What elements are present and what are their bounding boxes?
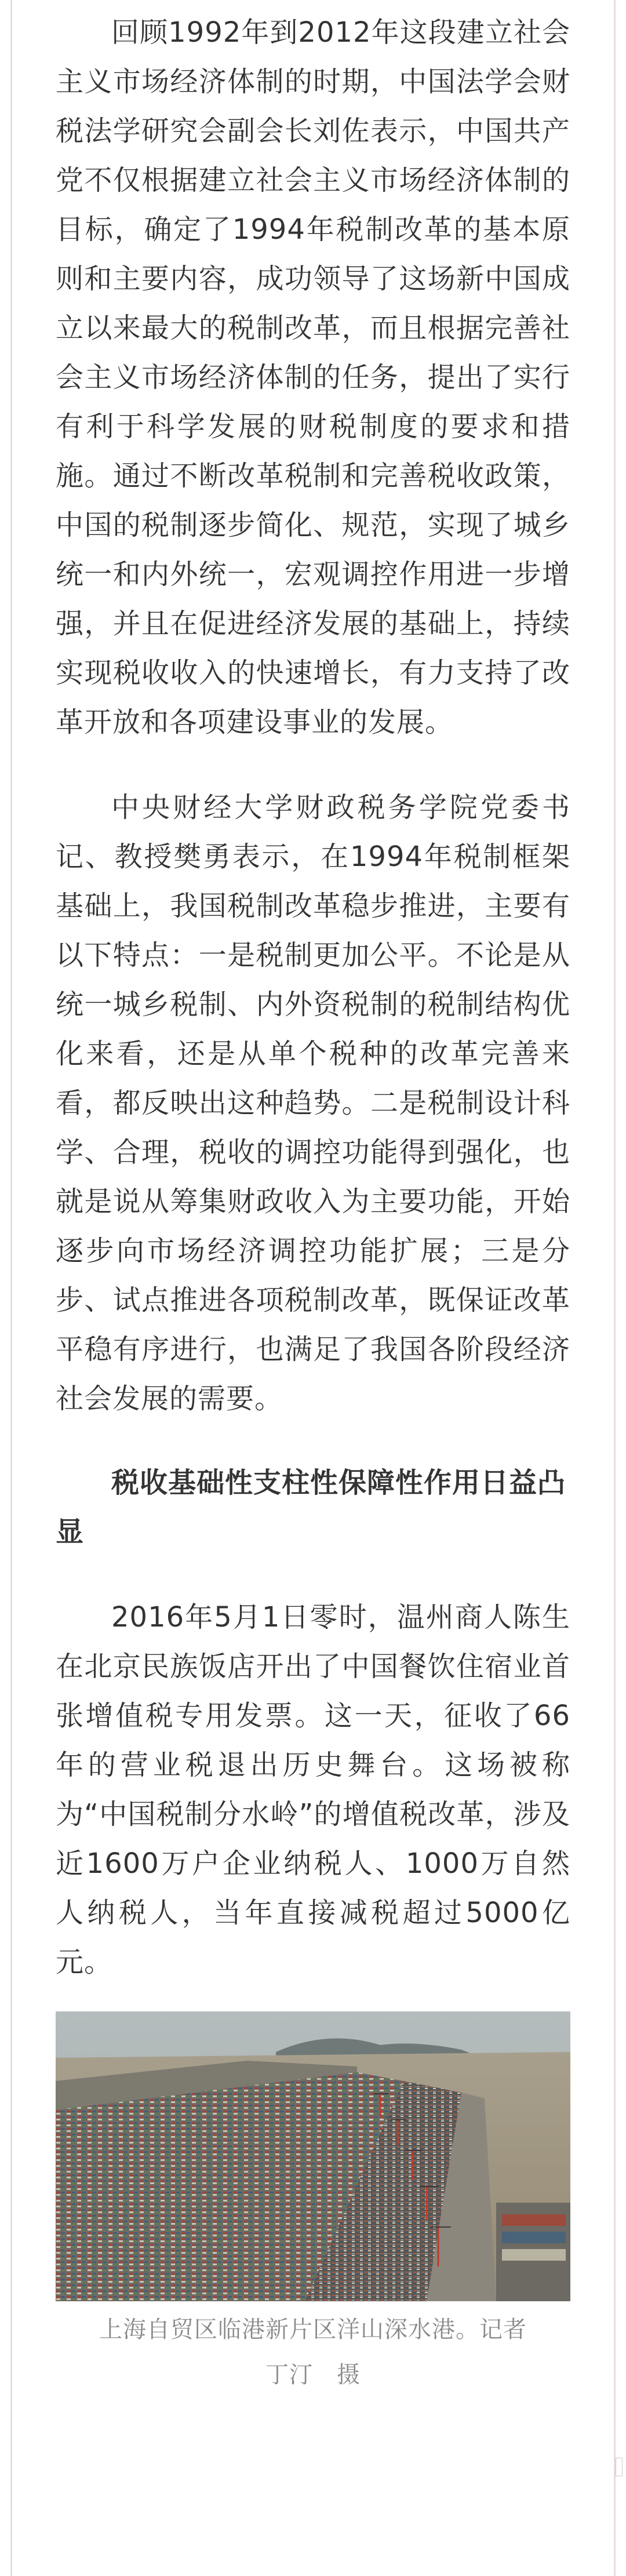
right-frame-line [614,0,616,2576]
article-body [56,0,570,2397]
paragraph-2: 中央财经大学财政税务学院党委书记、教授樊勇表示，在1994年税制框架基础上，我国税制改革稳步推进，主要有以下特点：一是税制更加公平。不论是从统一城乡税制、内外资税制的税制结构优化来看，还是从单个税种的改革完善来看，都反映出这种趋势。二是税制设计科学、合理，税收的调控功能得到强化，也就是说从筹集财政收入为主要功能，开始逐步向市场经济调控功能扩展；三是分步、试点推进各项税制改革，既保证改革平稳有序进行，也满足了我国各阶段经济社会发展的需要。 [56,791,570,1415]
scroll-indicator [616,2458,623,2476]
left-frame-line [10,0,12,2576]
paragraph-3: 2016年5月1日零时，温州商人陈生在北京民族饭店开出了中国餐饮住宿业首张增值税专用发票。这一天，征收了66年的营业税退出历史舞台。这场被称为“中国税制分水岭”的增值税改革，涉及近1600万户企业纳税人、1000万自然人纳税人，当年直接减税超过5000亿元。 [56,1601,570,1978]
photo-caption-line-1: 上海自贸区临港新片区洋山深水港。记者 [99,2316,527,2343]
photo-caption-line-2: 丁汀 摄 [265,2362,361,2388]
paragraph-1: 回顾1992年到2012年这段建立社会主义市场经济体制的时期，中国法学会财税法学研究会副会长刘佐表示，中国共产党不仅根据建立社会主义市场经济体制的目标，确定了1994年税制改革的基本原则和主要内容，成功领导了这场新中国成立以来最大的税制改革，而且根据完善社会主义市场经济体制的任务，提出了实行有利于科学发展的财税制度的要求和措施。通过不断改革税制和完善税收政策，中国的税制逐步简化、规范，实现了城乡统一和内外统一，宏观调控作用进一步增强，并且在促进经济发展的基础上，持续实现税收收入的快速增长，有力支持了改革开放和各项建设事业的发展。 [56,16,570,738]
photo-caption [56,2307,570,2397]
port-photo [56,2011,570,2301]
section-heading: 税收基础性支柱性保障性作用日益凸显 [56,1467,566,1548]
